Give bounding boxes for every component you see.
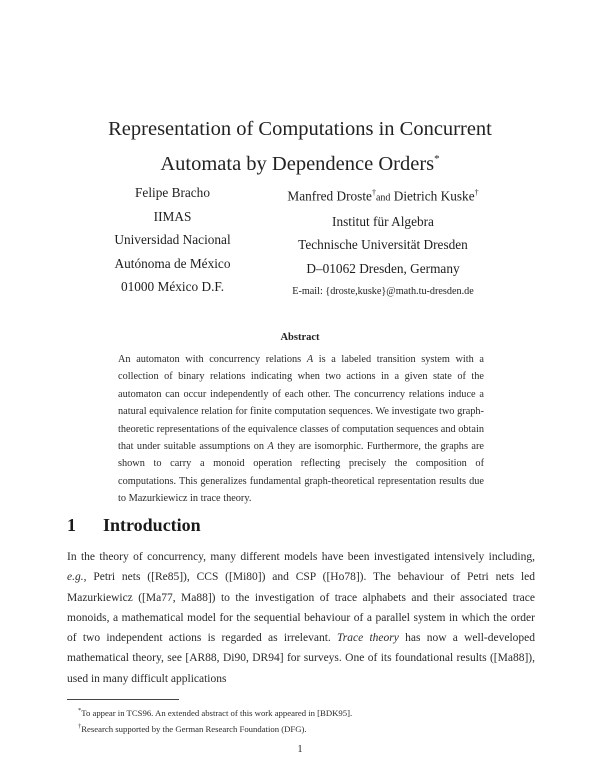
abstract-body: An automaton with concurrency relations A is a labeled transition system with a collection of binary relations indicating when two actions in a given state of the automaton can occur independently of each other. The concurrency relations induce a natural equivalence relation for finite computation sequences. We investigate two graph-theoretic representations of the equivalence classes of computation sequences and obtain that under suitable assumptions on A they are isomorphic. Furthermore, the graphs are shown to carry a monoid operation reflecting precisely the composition of computations. This generalizes fundamental graph-theoretical representation results due to Mazurkiewicz in trace theory.	[118, 354, 484, 505]
trace-theory-emphasis: Trace theory	[337, 632, 399, 645]
page-number: 1	[297, 744, 303, 755]
author-block-left	[100, 181, 245, 299]
footnote-1: *To appear in TCS96. An extended abstract of this work appeared in [BDK95].	[78, 707, 353, 718]
footnote-2: †Research supported by the German Research Foundation (DFG).	[78, 723, 307, 734]
author-city: D–01062 Dresden, Germany	[306, 260, 460, 276]
section-heading	[67, 515, 201, 536]
author-institute: Institut für Algebra	[332, 213, 434, 229]
eg-emphasis: e.g.	[67, 571, 84, 584]
author-footnote-mark-2: †	[474, 188, 479, 197]
author-institute: IIMAS	[153, 208, 192, 224]
author-city: 01000 México D.F.	[120, 279, 225, 294]
author-names: Manfred Droste†and Dietrich Kuske†	[287, 188, 479, 204]
footnotes	[78, 704, 538, 736]
abstract-heading: Abstract	[280, 332, 320, 343]
author-name: Felipe Bracho	[135, 185, 210, 200]
title-footnote-mark: *	[434, 153, 440, 165]
intro-paragraph: In the theory of concurrency, many different models have been investigated intensively including, e.g., Petri nets ([Re85]), CCS ([Mi80]) and CSP ([Ho78]). The behaviour of Petri nets led Mazurkiewicz ([Ma77, Ma88]) to the investigation of trace alphabets and their associated trace monoids, a mathematical model for the sequential behaviour of a parallel system in which the order of two independent actions is regarded as irrelevant. Trace theory has now a well-developed mathematical theory, see [AR88, Di90, DR94] for surveys. One of its foundational results ([Ma88]), used in many difficult applications	[67, 551, 535, 685]
author-university-2: Autónoma de México	[114, 255, 231, 271]
author-university: Technische Universität Dresden	[298, 237, 468, 253]
author-block-right	[258, 181, 508, 304]
abstract-symbol: A	[306, 354, 314, 365]
footnote-rule	[67, 699, 179, 700]
author-university-1: Universidad Nacional	[114, 232, 231, 247]
author-email: E-mail: {droste,kuske}@math.tu-dresden.de	[292, 286, 474, 298]
author-footnote-mark: †	[371, 188, 376, 197]
title-line-2: Automata by Dependence Orders*	[160, 152, 440, 175]
section-number: 1	[67, 515, 76, 535]
abstract-symbol-2: A	[267, 441, 274, 453]
section-title: Introduction	[103, 515, 201, 535]
paper-title	[0, 114, 600, 179]
title-line-1: Representation of Computations in Concurrent	[108, 118, 492, 140]
